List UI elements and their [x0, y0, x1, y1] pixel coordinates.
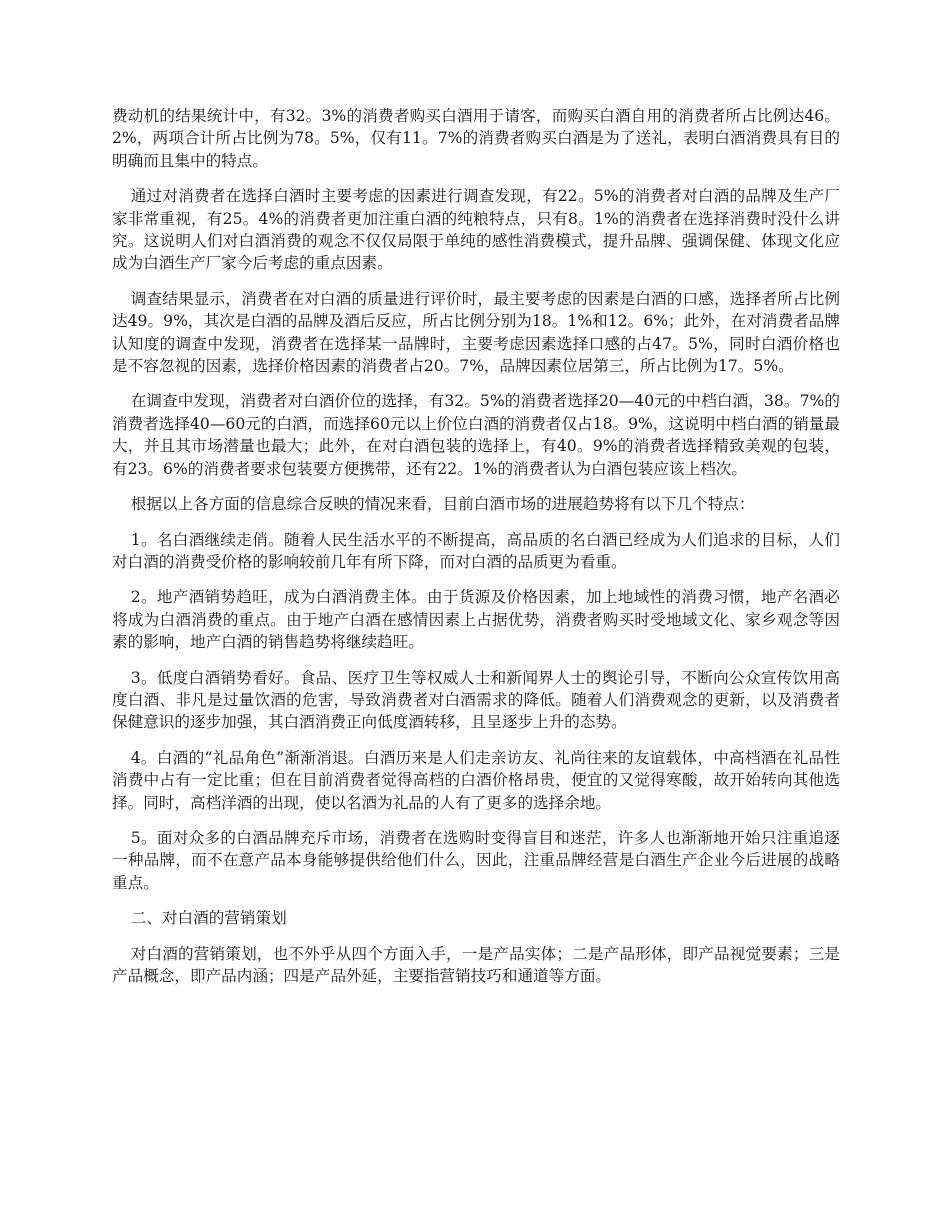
paragraph-trend-intro: 根据以上各方面的信息综合反映的情况来看，目前白酒市场的进展趋势将有以下几个特点：	[130, 495, 755, 514]
list-item-trend-4: 4。白酒的“礼品角色”渐渐消退。白酒历来是人们走亲访友、礼尚往来的友谊载体，中高档酒在礼品性消费中占有一定比重；但在目前消费者觉得高档的白酒价格昂贵，便宜的又觉得寒酸，故开始转向其他选择。同时，高档洋酒的出现，使以名酒为礼品的人有了更多的选择余地。	[112, 748, 840, 812]
list-item-trend-1: 1。名白酒继续走俏。随着人民生活水平的不断提高，高品质的名白酒已经成为人们追求的目标，人们对白酒的消费受价格的影响较前几年有所下降，而对白酒的品质更为看重。	[112, 530, 840, 571]
paragraph-marketing-plan: 对白酒的营销策划，也不外乎从四个方面入手，一是产品实体；二是产品形体，即产品视觉要素；三是产品概念，即产品内涵；四是产品外延，主要指营销技巧和通道等方面。	[112, 944, 840, 985]
section-heading-marketing: 二、对白酒的营销策划	[130, 909, 287, 928]
paragraph-selection-factors: 通过对消费者在选择白酒时主要考虑的因素进行调查发现，有22。5%的消费者对白酒的品牌及生产厂家非常重视，有25。4%的消费者更加注重白酒的纯粮特点，只有8。1%的消费者在选择消费时没什么讲究。这说明人们对白酒消费的观念不仅仅局限于单纯的感性消费模式，提升品牌、强调保健、体现文化应成为白酒生产厂家今后考虑的重点因素。	[112, 187, 840, 273]
list-item-trend-5: 5。面对众多的白酒品牌充斥市场，消费者在选购时变得盲目和迷茫，许多人也渐渐地开始只注重追逐一种品牌，而不在意产品本身能够提供给他们什么，因此，注重品牌经营是白酒生产企业今后进展的战略重点。	[112, 828, 840, 892]
paragraph-consumption-motive: 费动机的结果统计中，有32。3%的消费者购买白酒用于请客，而购买白酒自用的消费者所占比例达46。2%，两项合计所占比例为78。5%，仅有11。7%的消费者购买白酒是为了送礼，表明白酒消费具有目的明确而且集中的特点。	[112, 107, 840, 170]
list-item-trend-3: 3。低度白酒销势看好。食品、医疗卫生等权威人士和新闻界人士的舆论引导，不断向公众宣传饮用高度白酒、非凡是过量饮酒的危害，导致消费者对白酒需求的降低。随着人们消费观念的更新，以及消费者保健意识的逐步加强，其白酒消费正向低度酒转移，且呈逐步上升的态势。	[112, 668, 840, 732]
paragraph-price-packaging: 在调查中发现，消费者对白酒价位的选择，有32。5%的消费者选择20—40元的中档白酒，38。7%的消费者选择40—60元的白酒，而选择60元以上价位白酒的消费者仅占18。9%，这说明中档白酒的销量最大，并且其市场潜量也最大；此外，在对白酒包装的选择上，有40。9%的消费者选择精致美观的包装，有23。6%的消费者要求包装要方便携带，还有22。1%的消费者认为白酒包装应该上档次。	[112, 392, 840, 478]
list-item-trend-2: 2。地产酒销势趋旺，成为白酒消费主体。由于货源及价格因素，加上地域性的消费习惯，地产名酒必将成为白酒消费的重点。由于地产白酒在感情因素上占据优势，消费者购买时受地域文化、家乡观念等因素的影响，地产白酒的销售趋势将继续趋旺。	[112, 588, 840, 652]
paragraph-quality-evaluation: 调查结果显示，消费者在对白酒的质量进行评价时，最主要考虑的因素是白酒的口感，选择者所占比例达49。9%，其次是白酒的品牌及酒后反应，所占比例分别为18。1%和12。6%；此外，在对消费者品牌认知度的调查中发现，消费者在选择某一品牌时，主要考虑因素选择口感的占47。5%，同时白酒价格也是不容忽视的因素，选择价格因素的消费者占20。7%，品牌因素位居第三，所占比例为17。5%。	[112, 289, 840, 376]
document-page	[112, 105, 840, 1000]
